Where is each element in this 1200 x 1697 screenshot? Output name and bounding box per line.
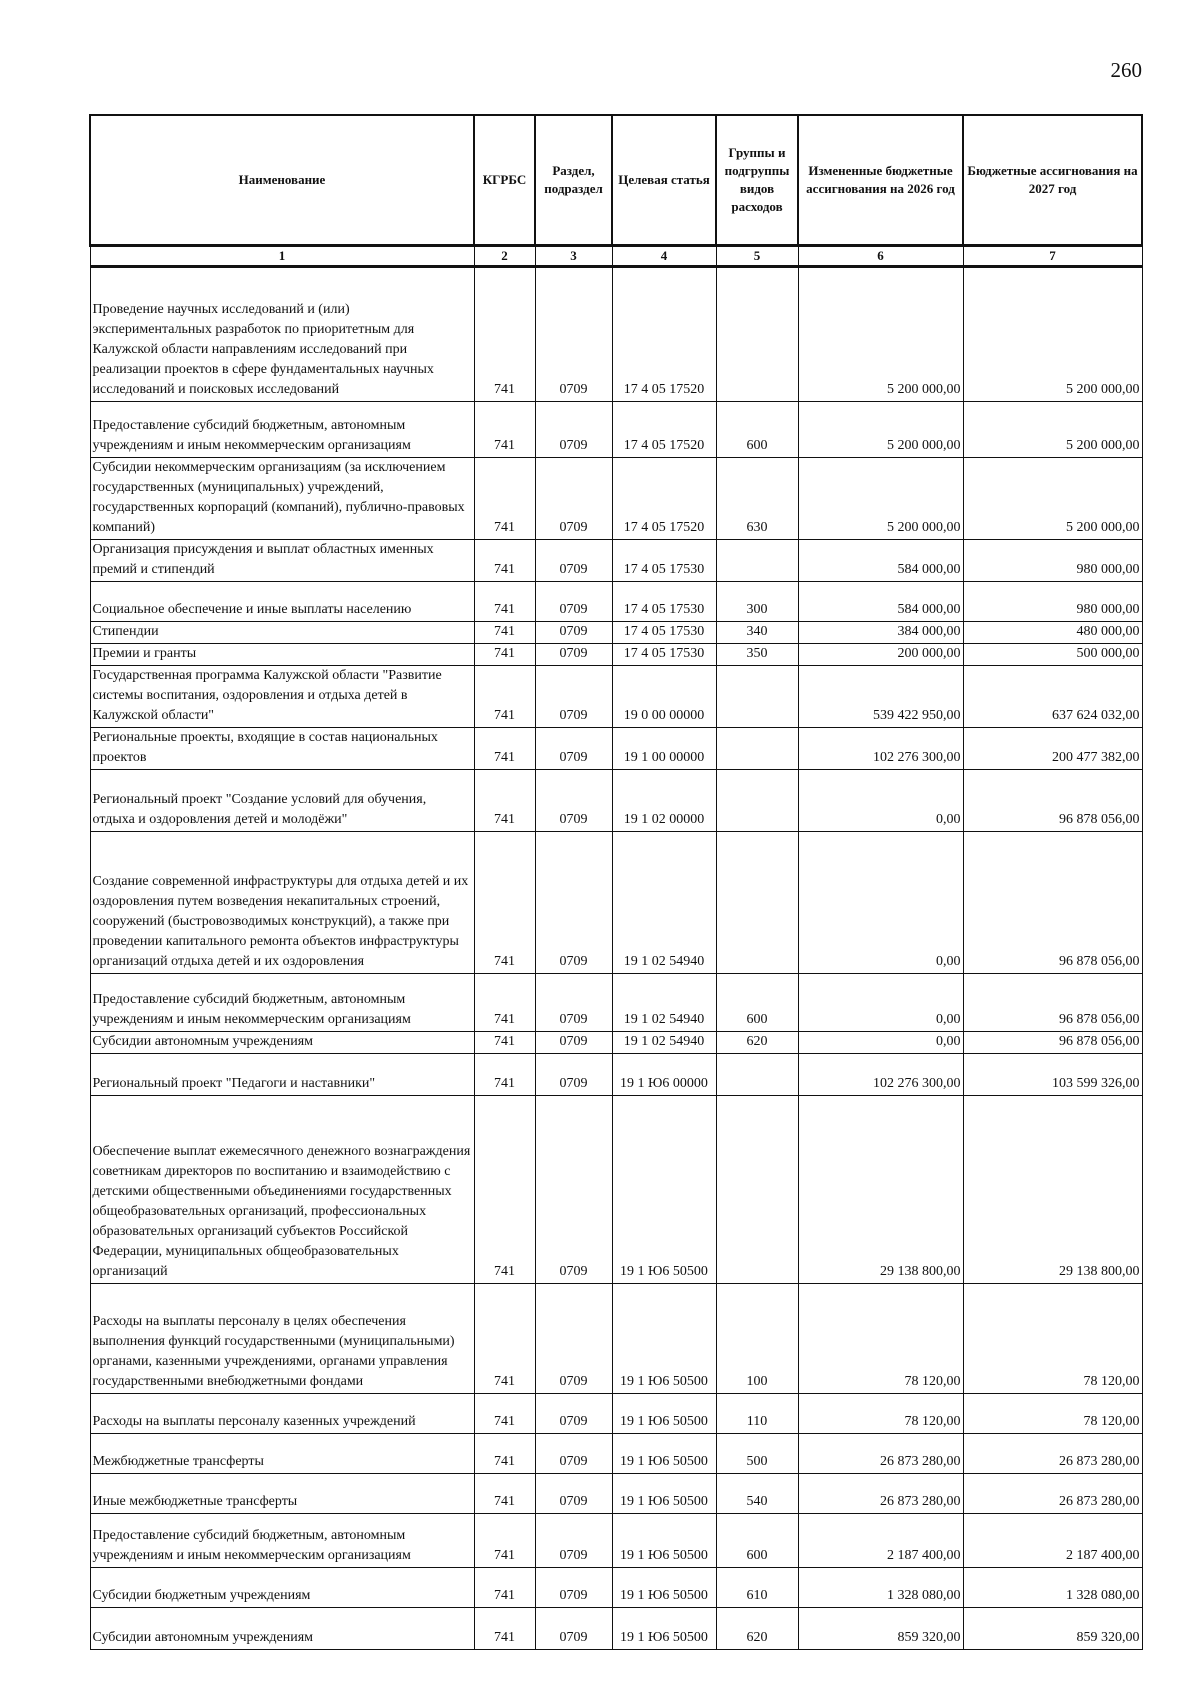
row-amount-2027: 5 200 000,00 bbox=[963, 458, 1142, 540]
table-row bbox=[90, 832, 1142, 974]
row-section: 0709 bbox=[535, 1284, 612, 1394]
row-section: 0709 bbox=[535, 974, 612, 1032]
column-number: 7 bbox=[963, 246, 1142, 267]
row-target-article: 19 1 02 54940 bbox=[612, 974, 716, 1032]
row-amount-2026: 0,00 bbox=[798, 770, 963, 832]
table-row bbox=[90, 1608, 1142, 1650]
row-expense-group: 340 bbox=[716, 622, 798, 644]
row-amount-2026: 102 276 300,00 bbox=[798, 1054, 963, 1096]
row-expense-group: 500 bbox=[716, 1434, 798, 1474]
row-expense-group bbox=[716, 1054, 798, 1096]
row-amount-2027: 980 000,00 bbox=[963, 582, 1142, 622]
row-target-article: 19 1 Ю6 50500 bbox=[612, 1434, 716, 1474]
table-row bbox=[90, 622, 1142, 644]
row-amount-2026: 26 873 280,00 bbox=[798, 1474, 963, 1514]
table-row bbox=[90, 770, 1142, 832]
row-target-article: 19 1 02 00000 bbox=[612, 770, 716, 832]
row-name: Субсидии некоммерческим организациям (за исключением государственных (муниципальных) учреждений, государственных корпораций (компаний), публично-правовых компаний) bbox=[90, 458, 474, 540]
row-section: 0709 bbox=[535, 666, 612, 728]
row-target-article: 19 1 00 00000 bbox=[612, 728, 716, 770]
row-kgrbs: 741 bbox=[474, 770, 535, 832]
row-amount-2026: 29 138 800,00 bbox=[798, 1096, 963, 1284]
row-target-article: 19 1 02 54940 bbox=[612, 832, 716, 974]
row-expense-group: 600 bbox=[716, 974, 798, 1032]
row-section: 0709 bbox=[535, 728, 612, 770]
row-amount-2027: 480 000,00 bbox=[963, 622, 1142, 644]
column-number: 1 bbox=[90, 246, 474, 267]
row-kgrbs: 741 bbox=[474, 1054, 535, 1096]
row-amount-2027: 2 187 400,00 bbox=[963, 1514, 1142, 1568]
table-row bbox=[90, 644, 1142, 666]
row-amount-2026: 102 276 300,00 bbox=[798, 728, 963, 770]
table-row bbox=[90, 1284, 1142, 1394]
row-kgrbs: 741 bbox=[474, 1434, 535, 1474]
row-amount-2027: 96 878 056,00 bbox=[963, 770, 1142, 832]
row-target-article: 19 0 00 00000 bbox=[612, 666, 716, 728]
row-name: Стипендии bbox=[90, 622, 474, 644]
row-name: Региональный проект "Создание условий для обучения, отдыха и оздоровления детей и молодёжи" bbox=[90, 770, 474, 832]
table-row bbox=[90, 1394, 1142, 1434]
row-section: 0709 bbox=[535, 1394, 612, 1434]
row-section: 0709 bbox=[535, 1608, 612, 1650]
row-expense-group: 350 bbox=[716, 644, 798, 666]
row-section: 0709 bbox=[535, 582, 612, 622]
row-expense-group bbox=[716, 267, 798, 402]
row-section: 0709 bbox=[535, 1096, 612, 1284]
row-amount-2026: 0,00 bbox=[798, 832, 963, 974]
row-name: Региональные проекты, входящие в состав национальных проектов bbox=[90, 728, 474, 770]
row-kgrbs: 741 bbox=[474, 832, 535, 974]
row-target-article: 17 4 05 17520 bbox=[612, 458, 716, 540]
row-amount-2027: 637 624 032,00 bbox=[963, 666, 1142, 728]
row-expense-group bbox=[716, 1096, 798, 1284]
row-amount-2027: 5 200 000,00 bbox=[963, 402, 1142, 458]
header-amount-2026: Измененные бюджетные ассигнования на 2026 год bbox=[798, 115, 963, 246]
table-row bbox=[90, 1474, 1142, 1514]
header-row bbox=[90, 115, 1142, 246]
row-kgrbs: 741 bbox=[474, 1394, 535, 1434]
row-target-article: 17 4 05 17520 bbox=[612, 267, 716, 402]
row-kgrbs: 741 bbox=[474, 666, 535, 728]
row-name: Социальное обеспечение и иные выплаты населению bbox=[90, 582, 474, 622]
row-section: 0709 bbox=[535, 1474, 612, 1514]
header-name: Наименование bbox=[90, 115, 474, 246]
row-target-article: 19 1 Ю6 50500 bbox=[612, 1474, 716, 1514]
column-number: 4 bbox=[612, 246, 716, 267]
row-kgrbs: 741 bbox=[474, 1568, 535, 1608]
row-amount-2026: 384 000,00 bbox=[798, 622, 963, 644]
row-kgrbs: 741 bbox=[474, 644, 535, 666]
row-name: Проведение научных исследований и (или) экспериментальных разработок по приоритетным для Калужской области направлениям исследований при реализации проектов в сфере фундаментальных научных исследований и поисковых исследований bbox=[90, 267, 474, 402]
row-target-article: 19 1 02 54940 bbox=[612, 1032, 716, 1054]
table-row bbox=[90, 402, 1142, 458]
table-row bbox=[90, 1568, 1142, 1608]
row-amount-2027: 78 120,00 bbox=[963, 1394, 1142, 1434]
table-row bbox=[90, 540, 1142, 582]
row-expense-group: 600 bbox=[716, 1514, 798, 1568]
row-amount-2026: 26 873 280,00 bbox=[798, 1434, 963, 1474]
row-section: 0709 bbox=[535, 1514, 612, 1568]
row-amount-2026: 0,00 bbox=[798, 974, 963, 1032]
budget-table bbox=[89, 114, 1143, 1650]
row-section: 0709 bbox=[535, 267, 612, 402]
row-expense-group: 100 bbox=[716, 1284, 798, 1394]
row-kgrbs: 741 bbox=[474, 582, 535, 622]
row-section: 0709 bbox=[535, 1054, 612, 1096]
table-body bbox=[90, 267, 1142, 1650]
row-expense-group: 540 bbox=[716, 1474, 798, 1514]
row-kgrbs: 741 bbox=[474, 622, 535, 644]
header-section: Раздел, подраздел bbox=[535, 115, 612, 246]
table-row bbox=[90, 1096, 1142, 1284]
row-amount-2026: 539 422 950,00 bbox=[798, 666, 963, 728]
column-number: 5 bbox=[716, 246, 798, 267]
row-name: Предоставление субсидий бюджетным, автономным учреждениям и иным некоммерческим организациям bbox=[90, 1514, 474, 1568]
row-amount-2027: 500 000,00 bbox=[963, 644, 1142, 666]
row-expense-group: 610 bbox=[716, 1568, 798, 1608]
row-name: Обеспечение выплат ежемесячного денежного вознаграждения советникам директоров по воспитанию и взаимодействию с детскими общественными объединениями государственных общеобразовательных организаций, профессиональных образовательных организаций субъектов Российской Федерации, муниципальных общеобразовательных организаций bbox=[90, 1096, 474, 1284]
row-target-article: 17 4 05 17530 bbox=[612, 622, 716, 644]
row-amount-2026: 1 328 080,00 bbox=[798, 1568, 963, 1608]
row-target-article: 19 1 Ю6 50500 bbox=[612, 1568, 716, 1608]
row-expense-group bbox=[716, 666, 798, 728]
row-expense-group: 620 bbox=[716, 1032, 798, 1054]
row-name: Расходы на выплаты персоналу в целях обеспечения выполнения функций государственными (муниципальными) органами, казенными учреждениями, органами управления государственными внебюджетными фондами bbox=[90, 1284, 474, 1394]
row-amount-2026: 5 200 000,00 bbox=[798, 267, 963, 402]
row-kgrbs: 741 bbox=[474, 1284, 535, 1394]
row-section: 0709 bbox=[535, 458, 612, 540]
row-amount-2027: 96 878 056,00 bbox=[963, 1032, 1142, 1054]
row-amount-2027: 29 138 800,00 bbox=[963, 1096, 1142, 1284]
row-kgrbs: 741 bbox=[474, 1608, 535, 1650]
row-amount-2026: 2 187 400,00 bbox=[798, 1514, 963, 1568]
row-expense-group: 630 bbox=[716, 458, 798, 540]
row-expense-group bbox=[716, 832, 798, 974]
row-amount-2026: 200 000,00 bbox=[798, 644, 963, 666]
row-amount-2026: 78 120,00 bbox=[798, 1394, 963, 1434]
row-name: Субсидии автономным учреждениям bbox=[90, 1032, 474, 1054]
header-amount-2027: Бюджетные ассигнования на 2027 год bbox=[963, 115, 1142, 246]
row-name: Государственная программа Калужской области "Развитие системы воспитания, оздоровления и отдыха детей в Калужской области" bbox=[90, 666, 474, 728]
row-expense-group: 300 bbox=[716, 582, 798, 622]
row-kgrbs: 741 bbox=[474, 1032, 535, 1054]
row-name: Иные межбюджетные трансферты bbox=[90, 1474, 474, 1514]
row-name: Расходы на выплаты персоналу казенных учреждений bbox=[90, 1394, 474, 1434]
row-amount-2027: 78 120,00 bbox=[963, 1284, 1142, 1394]
row-target-article: 19 1 Ю6 50500 bbox=[612, 1096, 716, 1284]
row-section: 0709 bbox=[535, 1032, 612, 1054]
row-section: 0709 bbox=[535, 770, 612, 832]
row-section: 0709 bbox=[535, 402, 612, 458]
header-kgrbs: КГРБС bbox=[474, 115, 535, 246]
row-target-article: 19 1 Ю6 50500 bbox=[612, 1284, 716, 1394]
row-target-article: 19 1 Ю6 50500 bbox=[612, 1514, 716, 1568]
row-amount-2027: 200 477 382,00 bbox=[963, 728, 1142, 770]
table-row bbox=[90, 974, 1142, 1032]
table-row bbox=[90, 728, 1142, 770]
table-row bbox=[90, 267, 1142, 402]
header-group: Группы и подгруппы видов расходов bbox=[716, 115, 798, 246]
page-number: 260 bbox=[1110, 58, 1142, 82]
row-amount-2027: 5 200 000,00 bbox=[963, 267, 1142, 402]
row-name: Субсидии бюджетным учреждениям bbox=[90, 1568, 474, 1608]
row-name: Создание современной инфраструктуры для отдыха детей и их оздоровления путем возведения некапитальных строений, сооружений (быстровозводимых конструкций), а также при проведении капитального ремонта объектов инфраструктуры организаций отдыха детей и их оздоровления bbox=[90, 832, 474, 974]
row-kgrbs: 741 bbox=[474, 402, 535, 458]
row-section: 0709 bbox=[535, 622, 612, 644]
row-amount-2026: 584 000,00 bbox=[798, 582, 963, 622]
row-amount-2027: 26 873 280,00 bbox=[963, 1474, 1142, 1514]
column-number: 6 bbox=[798, 246, 963, 267]
row-kgrbs: 741 bbox=[474, 728, 535, 770]
row-name: Субсидии автономным учреждениям bbox=[90, 1608, 474, 1650]
row-target-article: 17 4 05 17530 bbox=[612, 582, 716, 622]
row-target-article: 17 4 05 17520 bbox=[612, 402, 716, 458]
row-kgrbs: 741 bbox=[474, 1514, 535, 1568]
table-row bbox=[90, 1054, 1142, 1096]
row-amount-2026: 584 000,00 bbox=[798, 540, 963, 582]
row-amount-2027: 1 328 080,00 bbox=[963, 1568, 1142, 1608]
row-kgrbs: 741 bbox=[474, 458, 535, 540]
row-name: Межбюджетные трансферты bbox=[90, 1434, 474, 1474]
row-expense-group: 110 bbox=[716, 1394, 798, 1434]
row-section: 0709 bbox=[535, 1434, 612, 1474]
row-expense-group: 620 bbox=[716, 1608, 798, 1650]
row-amount-2026: 859 320,00 bbox=[798, 1608, 963, 1650]
row-expense-group bbox=[716, 728, 798, 770]
column-number: 3 bbox=[535, 246, 612, 267]
row-section: 0709 bbox=[535, 540, 612, 582]
row-target-article: 17 4 05 17530 bbox=[612, 540, 716, 582]
table-row bbox=[90, 458, 1142, 540]
row-amount-2027: 96 878 056,00 bbox=[963, 832, 1142, 974]
column-number-row bbox=[90, 246, 1142, 267]
row-amount-2026: 5 200 000,00 bbox=[798, 458, 963, 540]
row-kgrbs: 741 bbox=[474, 1096, 535, 1284]
table-row bbox=[90, 1032, 1142, 1054]
column-number: 2 bbox=[474, 246, 535, 267]
header-target: Целевая статья bbox=[612, 115, 716, 246]
row-amount-2027: 96 878 056,00 bbox=[963, 974, 1142, 1032]
row-section: 0709 bbox=[535, 644, 612, 666]
row-name: Премии и гранты bbox=[90, 644, 474, 666]
table-row bbox=[90, 1514, 1142, 1568]
row-amount-2027: 859 320,00 bbox=[963, 1608, 1142, 1650]
row-section: 0709 bbox=[535, 832, 612, 974]
row-target-article: 19 1 Ю6 00000 bbox=[612, 1054, 716, 1096]
row-kgrbs: 741 bbox=[474, 1474, 535, 1514]
row-amount-2027: 26 873 280,00 bbox=[963, 1434, 1142, 1474]
row-name: Предоставление субсидий бюджетным, автономным учреждениям и иным некоммерческим организациям bbox=[90, 974, 474, 1032]
row-name: Организация присуждения и выплат областных именных премий и стипендий bbox=[90, 540, 474, 582]
row-expense-group bbox=[716, 540, 798, 582]
row-target-article: 19 1 Ю6 50500 bbox=[612, 1394, 716, 1434]
row-amount-2027: 103 599 326,00 bbox=[963, 1054, 1142, 1096]
row-kgrbs: 741 bbox=[474, 267, 535, 402]
row-kgrbs: 741 bbox=[474, 540, 535, 582]
row-name: Региональный проект "Педагоги и наставники" bbox=[90, 1054, 474, 1096]
row-amount-2026: 5 200 000,00 bbox=[798, 402, 963, 458]
row-amount-2026: 0,00 bbox=[798, 1032, 963, 1054]
row-expense-group bbox=[716, 770, 798, 832]
row-target-article: 19 1 Ю6 50500 bbox=[612, 1608, 716, 1650]
row-expense-group: 600 bbox=[716, 402, 798, 458]
row-target-article: 17 4 05 17530 bbox=[612, 644, 716, 666]
table-row bbox=[90, 582, 1142, 622]
row-kgrbs: 741 bbox=[474, 974, 535, 1032]
row-amount-2026: 78 120,00 bbox=[798, 1284, 963, 1394]
row-name: Предоставление субсидий бюджетным, автономным учреждениям и иным некоммерческим организациям bbox=[90, 402, 474, 458]
row-section: 0709 bbox=[535, 1568, 612, 1608]
table-row bbox=[90, 666, 1142, 728]
row-amount-2027: 980 000,00 bbox=[963, 540, 1142, 582]
table-row bbox=[90, 1434, 1142, 1474]
